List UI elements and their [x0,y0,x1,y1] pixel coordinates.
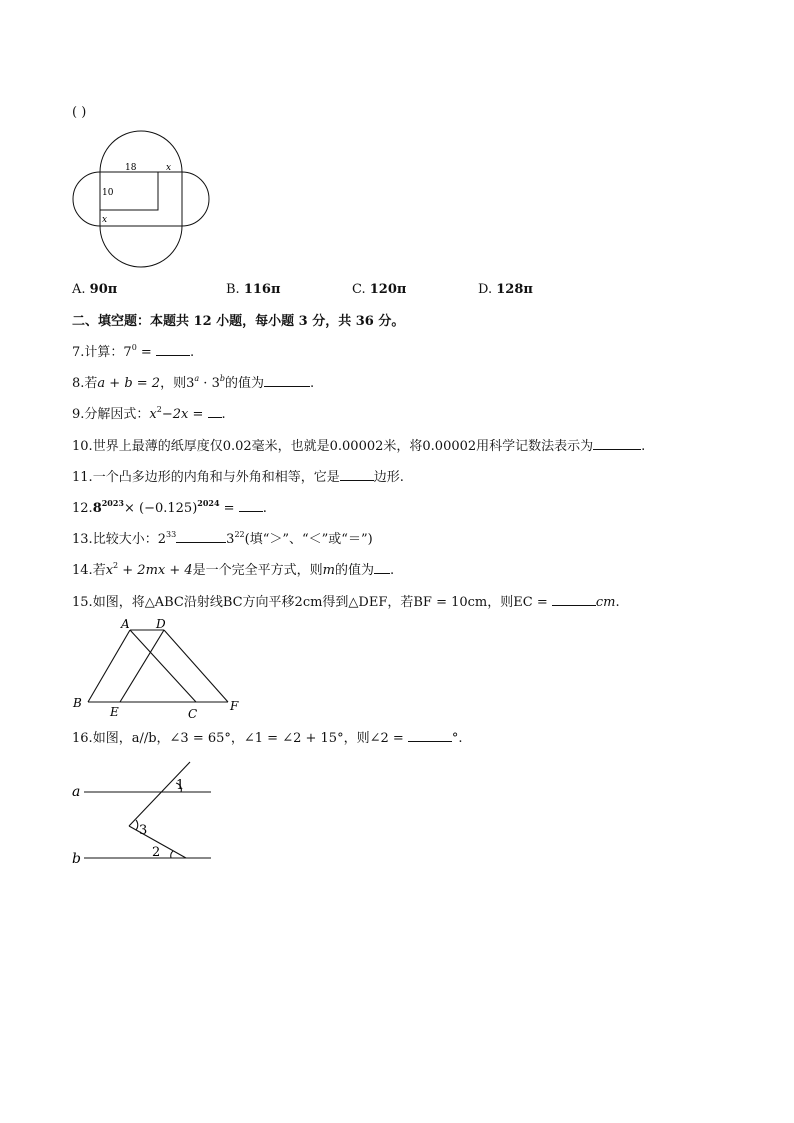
point-E: E [110,705,119,719]
angle-2-label: 2 [152,845,161,860]
point-D: D [156,617,166,631]
fig-parallel-lines [68,756,228,870]
option-b[interactable]: B. 116π [226,282,281,297]
answer-paren: ( ) [72,105,87,120]
answer-blank-7[interactable] [156,343,190,356]
angle-3-arc [136,820,138,830]
question-7: 7.计算：$7^0$ = . [72,343,195,360]
point-F: F [230,699,239,713]
label-x-top: x [166,163,172,173]
transversal-upper [129,762,190,826]
left-semicircle [73,172,100,226]
question-16: 16.如图，a//b，∠3 = 65°，∠1 = ∠2 + 15°，则∠2 = °. [72,731,463,746]
question-10: 10.世界上最薄的纸厚度仅0.02毫米，也就是0.00002米，将0.00002用科学记数法表示为 . [72,439,646,454]
answer-blank-13[interactable] [176,530,226,543]
outer-rectangle [100,172,182,226]
question-15: 15.如图，将△ABC沿射线BC方向平移2cm得到△DEF，若BF = 10cm，则EC = cm. [72,595,620,610]
question-9: 9.分解因式：$x^2-2x$ = . [72,405,226,422]
question-13: 13.比较大小：$2^{33}$ $3^{22}$(填“＞”、“＜”或“＝”) [72,530,373,547]
angle-3-label: 3 [139,823,148,838]
label-b: b [72,851,81,867]
question-14: 14.若$x^2 + 2mx + 4$是一个完全平方式，则m的值为 . [72,561,395,578]
question-12: $12.8^{2023}\times (-0.125)^{2024}$ = . [72,498,267,516]
label-18: 18 [125,163,137,173]
answer-blank-12[interactable] [239,499,263,512]
answer-blank-16[interactable] [408,729,452,742]
segment-AC [130,630,196,702]
segment-DE [120,630,164,702]
label-a: a [72,784,81,800]
answer-blank-11[interactable] [340,468,374,481]
point-A: A [121,617,130,631]
angle-1-label: 1 [176,778,185,793]
point-C: C [188,707,198,720]
bottom-semicircle [100,226,182,267]
angle-2-arc [171,851,173,858]
right-semicircle [182,172,209,226]
question-8: 8.若a + b = 2，则$3^a \cdot 3^b$的值为 . [72,374,315,391]
fig-translated-triangles [68,612,248,720]
question-11: 11.一个凸多边形的内角和与外角和相等，它是 边形. [72,470,404,485]
option-c[interactable]: C. 120π [352,282,407,297]
answer-blank-15[interactable] [552,593,596,606]
answer-blank-9[interactable] [208,405,222,418]
segment-DF [164,630,228,702]
fig-rect-semicircles [66,128,216,273]
label-x-left: x [102,215,108,225]
option-d[interactable]: D. 128π [478,282,533,297]
answer-blank-8[interactable] [264,374,310,387]
section-heading: 二、填空题：本题共 12 小题，每小题 3 分，共 36 分。 [72,314,405,329]
option-a[interactable]: A. 90π [72,282,118,297]
answer-blank-14[interactable] [374,561,390,574]
point-B: B [73,696,82,710]
answer-blank-10[interactable] [593,437,641,450]
segment-AB [88,630,130,702]
label-10: 10 [102,188,114,198]
